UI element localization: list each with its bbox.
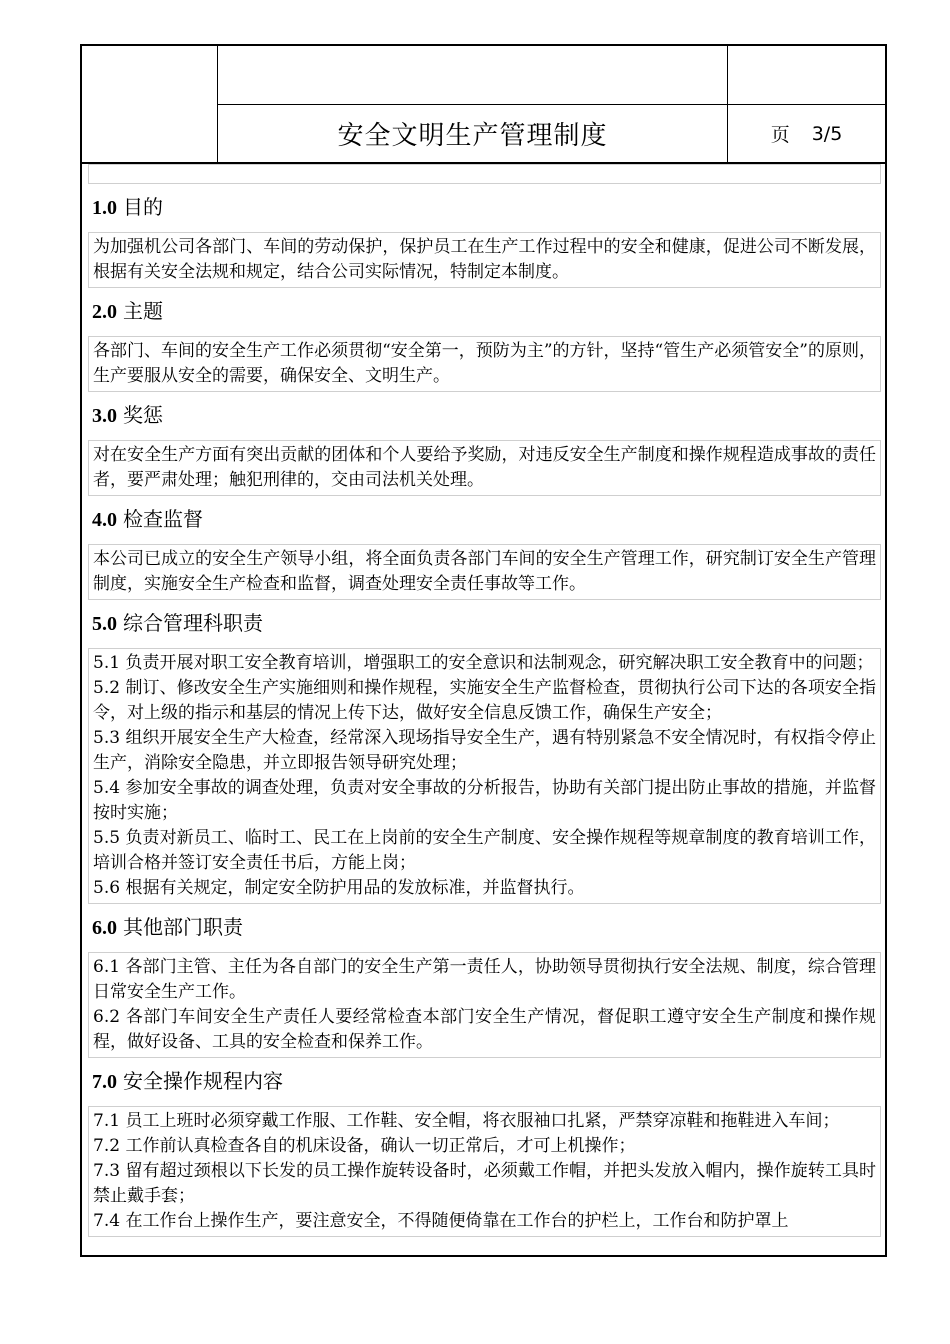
section-heading (92, 296, 881, 326)
section-body (88, 952, 881, 1058)
body-paragraph: 6.2 各部门车间安全生产责任人要经常检查本部门安全生产情况，督促职工遵守安全生产制度和操作规程，做好设备、工具的安全检查和保养工作。 (93, 1007, 876, 1052)
section-title: 综合管理科职责 (123, 611, 263, 635)
section-title: 其他部门职责 (123, 915, 243, 939)
section-title: 安全操作规程内容 (123, 1069, 283, 1093)
section-heading (92, 1066, 881, 1096)
page-label: 页 (770, 124, 790, 146)
section-number: 4.0 (92, 509, 117, 531)
body-paragraph: 5.4 参加安全事故的调查处理，负责对安全事故的分析报告，协助有关部门提出防止事故的措施，并监督按时实施； (93, 778, 876, 823)
body-paragraph: 5.5 负责对新员工、临时工、民工在上岗前的安全生产制度、安全操作规程等规章制度的教育培训工作，培训合格并签订安全责任书后，方能上岗； (93, 828, 876, 873)
body-paragraph: 7.4 在工作台上操作生产，要注意安全，不得随便倚靠在工作台的护栏上，工作台和防护罩上 (93, 1211, 789, 1231)
page-number: 3/5 (811, 122, 843, 145)
body-paragraph: 7.2 工作前认真检查各自的机床设备，确认一切正常后，才可上机操作； (93, 1136, 636, 1156)
section-heading (92, 504, 881, 534)
section-title: 检查监督 (123, 507, 203, 531)
section-body (88, 648, 881, 904)
section-body (88, 336, 881, 392)
body-paragraph: 7.1 员工上班时必须穿戴工作服、工作鞋、安全帽，将衣服袖口扎紧，严禁穿凉鞋和拖鞋进入车间； (93, 1111, 840, 1131)
section-number: 5.0 (92, 613, 117, 635)
section-title: 目的 (123, 195, 163, 219)
blank-row (88, 164, 881, 184)
section-title: 奖惩 (123, 403, 163, 427)
section-number: 3.0 (92, 405, 117, 427)
section-body (88, 232, 881, 288)
body-paragraph: 5.6 根据有关规定，制定安全防护用品的发放标准，并监督执行。 (93, 878, 585, 898)
body-paragraph: 各部门、车间的安全生产工作必须贯彻“安全第一，预防为主”的方针，坚持“管生产必须管安全”的原则，生产要服从安全的需要，确保安全、文明生产。 (93, 341, 876, 386)
section-body (88, 544, 881, 600)
document-body (88, 192, 881, 1245)
section-body (88, 440, 881, 496)
body-paragraph: 本公司已成立的安全生产领导小组，将全面负责各部门车间的安全生产管理工作，研究制订安全生产管理制度，实施安全生产检查和监督，调查处理安全责任事故等工作。 (93, 549, 876, 594)
section-number: 1.0 (92, 197, 117, 219)
section-heading (92, 192, 881, 222)
body-paragraph: 对在安全生产方面有突出贡献的团体和个人要给予奖励，对违反安全生产制度和操作规程造成事故的责任者，要严肃处理；触犯刑律的，交由司法机关处理。 (93, 445, 876, 490)
body-paragraph: 6.1 各部门主管、主任为各自部门的安全生产第一责任人，协助领导贯彻执行安全法规、制度，综合管理日常安全生产工作。 (93, 957, 876, 1002)
section-heading (92, 608, 881, 638)
section-title: 主题 (123, 299, 163, 323)
page-indicator (728, 105, 885, 162)
section-number: 6.0 (92, 917, 117, 939)
body-paragraph: 5.3 组织开展安全生产大检查，经常深入现场指导安全生产，遇有特别紧急不安全情况时，有权指令停止生产，消除安全隐患，并立即报告领导研究处理； (93, 728, 876, 773)
section-number: 7.0 (92, 1071, 117, 1093)
document-header (82, 46, 885, 164)
section-number: 2.0 (92, 301, 117, 323)
document-title: 安全文明生产管理制度 (337, 121, 608, 151)
body-paragraph: 7.3 留有超过颈根以下长发的员工操作旋转设备时，必须戴工作帽，并把头发放入帽内，操作旋转工具时禁止戴手套； (93, 1161, 876, 1206)
body-paragraph: 为加强机公司各部门、车间的劳动保护，保护员工在生产工作过程中的安全和健康，促进公司不断发展，根据有关安全法规和规定，结合公司实际情况，特制定本制度。 (93, 237, 876, 282)
section-body (88, 1106, 881, 1237)
body-paragraph: 5.2 制订、修改安全生产实施细则和操作规程，实施安全生产监督检查，贯彻执行公司下达的各项安全指令，对上级的指示和基层的情况上传下达，做好安全信息反馈工作，确保生产安全； (93, 678, 876, 723)
section-heading (92, 400, 881, 430)
document-frame (80, 44, 887, 1257)
body-paragraph: 5.1 负责开展对职工安全教育培训，增强职工的安全意识和法制观念，研究解决职工安全教育中的问题； (93, 653, 874, 673)
section-heading (92, 912, 881, 942)
